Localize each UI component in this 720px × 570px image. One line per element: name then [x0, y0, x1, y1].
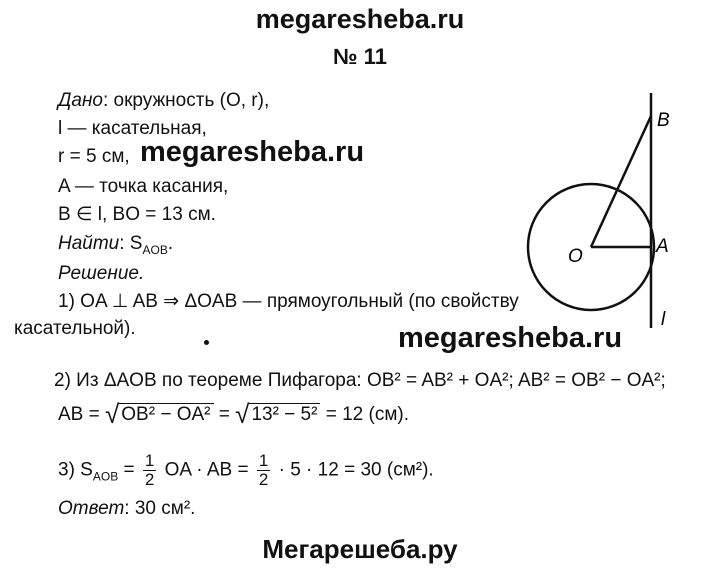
radicand-1: OB² − OA²	[119, 403, 213, 426]
site-header: megaresheba.ru	[255, 4, 465, 34]
fraction-1	[143, 452, 156, 489]
site-footer: Мегарешеба.ру	[262, 534, 458, 564]
solution-step3	[58, 452, 434, 489]
given-line-4: A — точка касания,	[58, 176, 229, 197]
solution-step2-a: 2) Из ΔAOB по теореме Пифагора: OB² = AB² + OA²; AB² = OB² − OA²;	[54, 370, 666, 391]
fraction-2-numerator: 1	[258, 451, 269, 470]
find-end: .	[167, 233, 174, 254]
fraction-2	[257, 452, 270, 489]
step2-lhs: AB =	[58, 404, 105, 425]
step3-prefix: 3) S	[58, 459, 93, 481]
radical-sign-2: √	[235, 399, 250, 429]
fraction-1-denominator: 2	[144, 470, 155, 489]
step2-rhs: = 12 (см).	[320, 404, 410, 425]
problem-number: № 11	[333, 44, 387, 69]
solution-step1-b: касательной).	[14, 318, 136, 339]
watermark-2: megaresheba.ru	[398, 322, 623, 354]
segment-ob	[591, 116, 651, 247]
find-label: Найти	[58, 233, 120, 254]
given-line-3: r = 5 см,	[58, 146, 130, 167]
answer-line	[58, 498, 195, 520]
stray-dot	[204, 340, 209, 345]
step2-mid: =	[213, 404, 236, 425]
radicand-2: 13² − 5²	[249, 403, 320, 426]
answer-label: Ответ	[58, 498, 125, 519]
label-l: l	[661, 309, 666, 330]
solution-step2-b	[58, 399, 410, 429]
find-subscript: AOB	[142, 242, 168, 257]
solution-label: Решение.	[58, 263, 145, 284]
step3-mid: OA · AB =	[159, 459, 254, 481]
label-a: A	[656, 236, 669, 257]
fraction-2-denominator: 2	[258, 470, 269, 489]
given-circle-text: : окружность (O, r),	[102, 90, 270, 111]
given-label: Дано	[58, 90, 103, 111]
label-o: O	[568, 246, 583, 267]
given-line-1	[58, 90, 269, 112]
given-line-2: l — касательная,	[58, 118, 207, 139]
answer-text: : 30 см².	[124, 498, 196, 519]
find-line	[58, 233, 173, 255]
given-line-5: B ∈ l, BO = 13 см.	[58, 204, 216, 225]
step3-subscript: AOB	[92, 469, 119, 484]
fraction-1-numerator: 1	[144, 451, 155, 470]
label-b: B	[657, 110, 670, 131]
watermark-1: megaresheba.ru	[140, 136, 365, 168]
radical-sign-1: √	[105, 399, 120, 429]
step3-end: · 5 · 12 = 30 (см²).	[273, 459, 434, 481]
geometry-diagram	[500, 88, 710, 338]
find-text: : S	[119, 233, 143, 254]
solution-step1-a: 1) OA ⊥ AB ⇒ ΔOAB — прямоугольный (по свойству	[58, 291, 519, 312]
step3-eq: =	[118, 459, 140, 481]
